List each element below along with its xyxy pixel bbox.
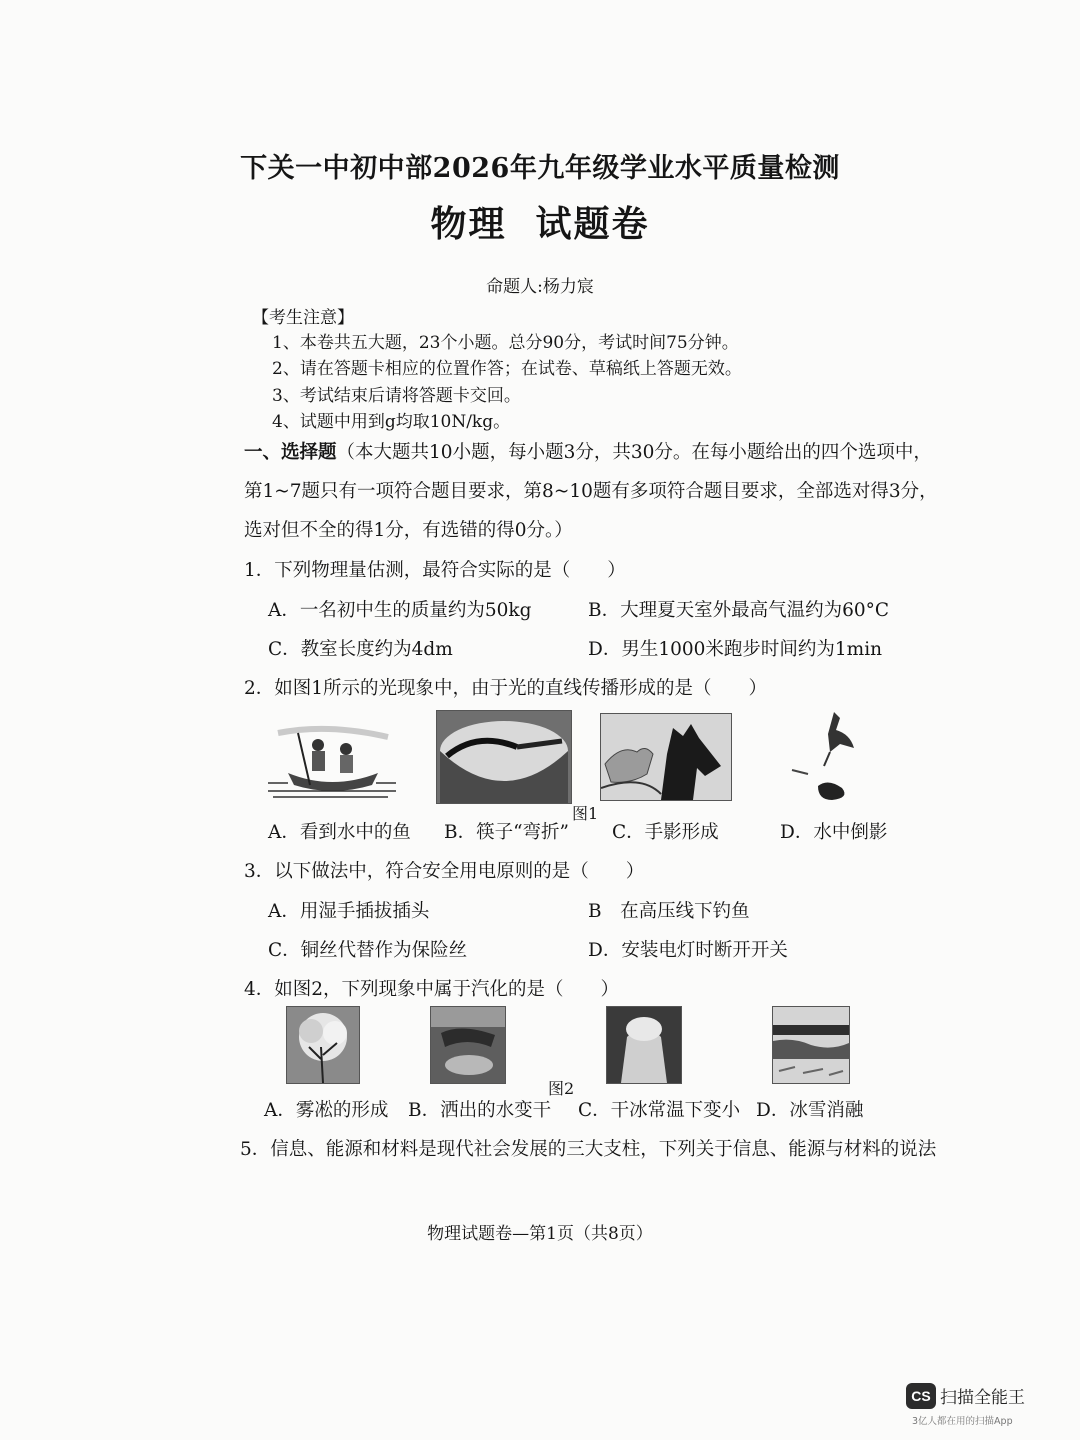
notice-heading: 【考生注意】: [252, 308, 354, 328]
scanner-app-name: 扫描全能王: [940, 1388, 1025, 1408]
section-1-desc-line2: 第1~7题只有一项符合题目要求，第8~10题有多项符合题目要求，全部选对得3分，: [244, 481, 938, 502]
question-1-option-b: B．大理夏天室外最高气温约为60°C: [588, 600, 890, 621]
question-4-stem: 4．如图2，下列现象中属于汽化的是（ ）: [244, 979, 620, 1000]
question-2-option-c: C．手影形成: [612, 822, 719, 843]
scanner-slogan: 3亿人都在用的扫描App: [912, 1416, 1013, 1427]
figure-1d-reflection-image: [784, 708, 868, 804]
question-1-option-a: A．一名初中生的质量约为50kg: [268, 600, 532, 621]
question-2-option-a: A．看到水中的鱼: [268, 822, 411, 843]
scanner-logo-icon: CS: [906, 1383, 936, 1409]
section-1-intro: [244, 438, 932, 464]
figure-2b-water-dry-image: [430, 1006, 506, 1084]
subject-title: 物理 试题卷: [430, 203, 650, 245]
question-2-option-d: D．水中倒影: [780, 822, 888, 843]
section-1-number: 一、: [244, 442, 282, 463]
notice-item-2: 2、请在答题卡相应的位置作答；在试卷、草稿纸上答题无效。: [272, 359, 742, 379]
notice-item-1: 1、本卷共五大题，23个小题。总分90分，考试时间75分钟。: [272, 333, 739, 353]
notice-item-3: 3、考试结束后请将答题卡交回。: [272, 386, 521, 406]
question-3-option-c: C．铜丝代替作为保险丝: [268, 940, 468, 961]
question-4-option-a: A．雾凇的形成: [264, 1100, 389, 1121]
question-3-option-b: B 在高压线下钓鱼: [588, 901, 750, 922]
author-line: 命题人:杨力宸: [486, 277, 594, 297]
question-3-option-d: D．安装电灯时断开开关: [588, 940, 788, 961]
question-1-option-d: D．男生1000米跑步时间约为1min: [588, 639, 883, 660]
question-2-option-b: B．筷子“弯折”: [444, 822, 570, 843]
section-1-title: 选择题: [281, 442, 337, 463]
figure-1c-hand-shadow-image: [600, 713, 732, 801]
notice-item-4: 4、试题中用到g均取10N/kg。: [272, 412, 511, 432]
figure-2c-dry-ice-image: [606, 1006, 682, 1084]
question-4-option-d: D．冰雪消融: [756, 1100, 864, 1121]
figure-1-label: 图1: [572, 804, 599, 823]
page-footer: 物理试题卷—第1页（共8页）: [427, 1224, 653, 1244]
question-1-option-c: C．教室长度约为4dm: [268, 639, 453, 660]
figure-1b-chopsticks-image: [436, 710, 572, 804]
question-1-stem: 1．下列物理量估测，最符合实际的是（ ）: [244, 560, 626, 581]
question-5-stem: 5．信息、能源和材料是现代社会发展的三大支柱，下列关于信息、能源与材料的说法: [240, 1139, 937, 1160]
question-3-option-a: A．用湿手插拔插头: [268, 901, 430, 922]
question-4-option-c: C．干冰常温下变小: [578, 1100, 741, 1121]
figure-2d-snow-melt-image: [772, 1006, 850, 1084]
question-4-option-b: B．洒出的水变干: [408, 1100, 552, 1121]
section-1-desc-line1: （本大题共10小题，每小题3分，共30分。在每小题给出的四个选项中，: [336, 442, 932, 463]
question-2-stem: 2．如图1所示的光现象中，由于光的直线传播形成的是（ ）: [244, 678, 768, 699]
scanner-watermark: [906, 1381, 1066, 1431]
section-1-desc-line3: 选对但不全的得1分，有选错的得0分。）: [244, 520, 573, 541]
figure-2-label: 图2: [548, 1079, 575, 1098]
figure-2a-rime-image: [286, 1006, 360, 1084]
figure-1a-boat-image: [268, 713, 396, 799]
exam-title: 下关一中初中部2026年九年级学业水平质量检测: [240, 153, 840, 184]
question-3-stem: 3．以下做法中，符合安全用电原则的是（ ）: [244, 861, 645, 882]
